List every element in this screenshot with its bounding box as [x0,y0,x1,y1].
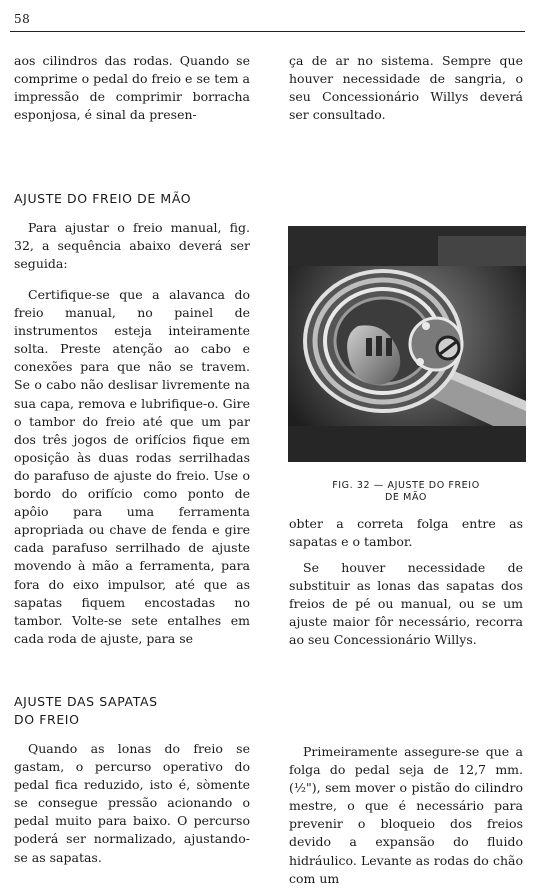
header-rule [10,31,525,32]
after-figure-text: obter a correta folga entre as sapatas e o tambor. [289,516,523,550]
brake-drum-illustration [288,226,526,462]
parking-brake-body: Certifique-se que a alavanca do freio manual, no painel de instrumentos esteja inteiramente solta. Preste atenção ao cabo e conexões para que não se travem. Se o cabo não deslisar livremente na sua capa, remova e lubrifique-o. Gire o tambor do freio até que um par dos três jogos de orifícios fique em oposição às duas rodas serrilhadas do parafuso de ajuste do freio. Use o bordo do orifício como ponto de apôio para uma ferramenta apropriada ou chave de fenda e gire cada parafuso serrilhado de ajuste movendo à mão a ferramenta, para fora do eixo impulsor, até que as sapatas fiquem encostadas no tambor. Volte-se sete entalhes em cada roda de ajuste, para se [14,287,250,646]
section-parking-brake [14,190,250,208]
left-continuation-text: aos cilindros das rodas. Quando se comprime o pedal do freio e se tem a impressão de comprimir borracha esponjosa, é sinal da presen- [14,53,250,123]
heading-shoe-adjust-line2: DO FREIO [14,712,80,727]
right-continuation-block [289,52,523,124]
parking-brake-body-block [14,286,250,648]
shoe-adjust-body: Quando as lonas do freio se gastam, o percurso operativo do pedal fica reduzido, isto é, sòmente se consegue pressão acionando o pedal muito para baixo. O percurso poderá ser normalizado, ajustando-se as sapatas. [14,741,250,865]
section-shoe-adjust [14,693,250,729]
figure-32-photo [288,226,526,462]
shoe-adjust-body-block [14,740,250,867]
shoe-adjust-continued-block [289,743,523,888]
parking-brake-intro-block [14,219,250,273]
shoe-adjust-continued-text: Primeiramente assegure-se que a folga do pedal seja de 12,7 mm. (½"), sem mover o pistão do cilindro mestre, o que é necessário para prevenir o bloqueio dos freios devido a expansão do fluido hidráulico. Levante as rodas do chão com um [289,744,523,886]
heading-parking-brake: AJUSTE DO FREIO DE MÃO [14,191,192,206]
figure-32-caption [289,480,523,504]
heading-shoe-adjust-line1: AJUSTE DAS SAPATAS [14,694,158,709]
after-figure-block [289,515,523,551]
page-number: 58 [14,12,31,26]
left-continuation-block [14,52,250,124]
parking-brake-intro: Para ajustar o freio manual, fig. 32, a sequência abaixo deverá ser seguida: [14,220,250,272]
replacement-note-block [289,559,523,649]
replacement-note-text: Se houver necessidade de substituir as lonas das sapatas dos freios de pé ou manual, ou se um ajuste maior fôr necessário, recorra ao seu Concessionário Willys. [289,560,523,648]
right-continuation-text: ça de ar no sistema. Sempre que houver necessidade de sangria, o seu Concessionário Willys deverá ser consultado. [289,53,523,123]
figure-caption-line1: FIG. 32 — AJUSTE DO FREIO [332,480,480,491]
figure-caption-line2: DE MÃO [385,492,427,503]
